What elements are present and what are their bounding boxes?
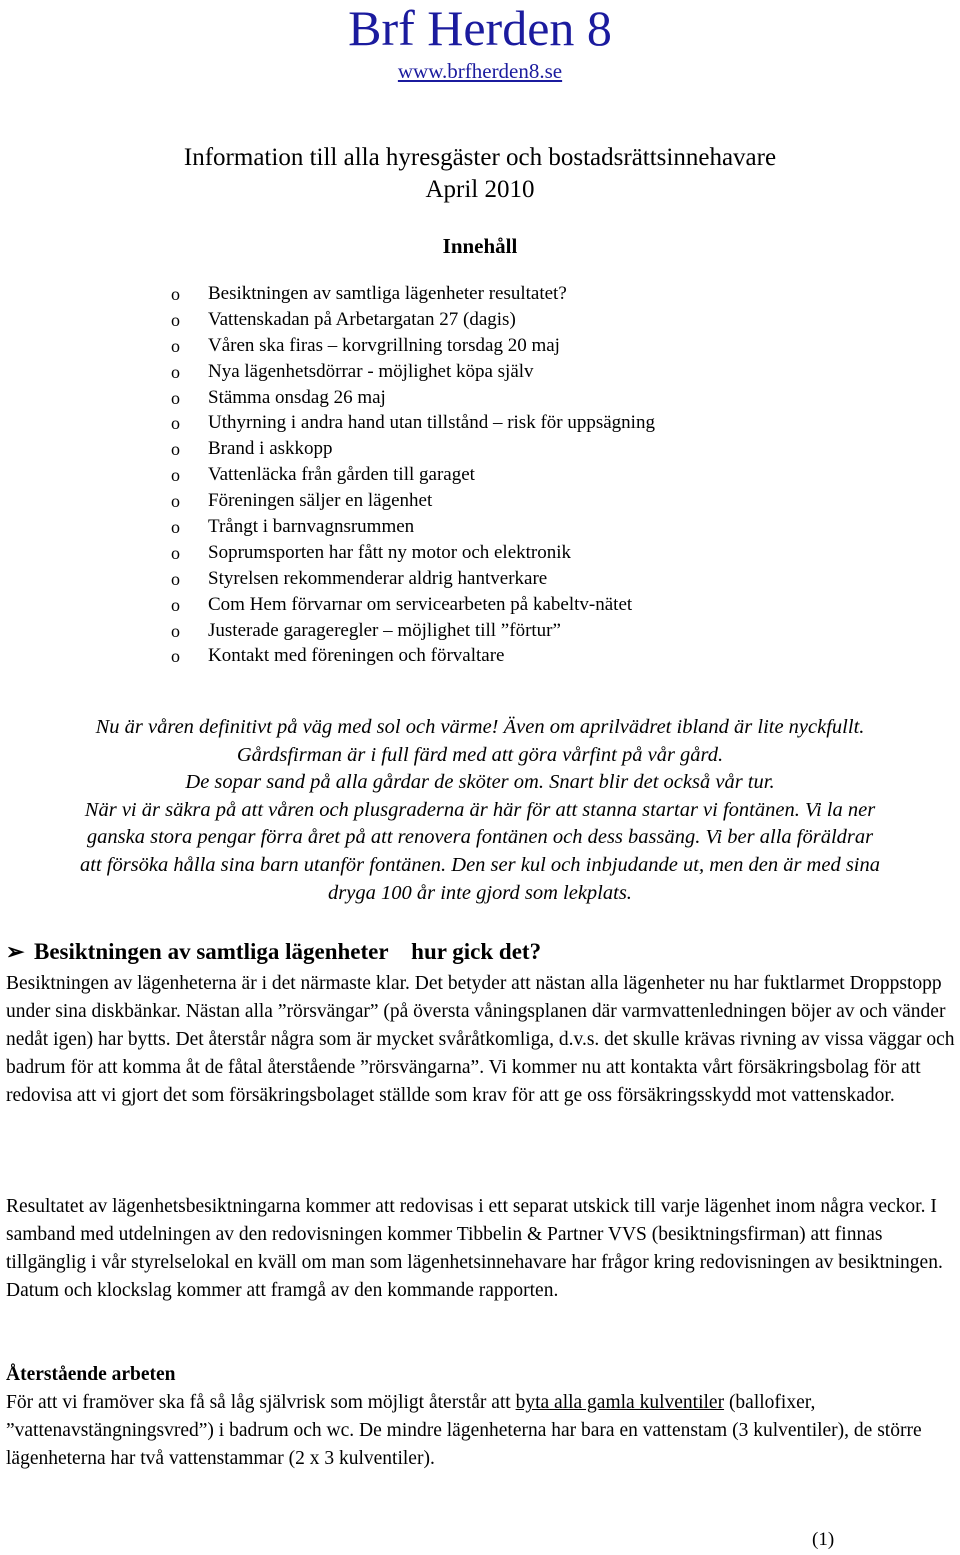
newsletter-title: Brf Herden 8: [348, 0, 612, 56]
paragraph-text: Besiktningen av lägenheterna är i det närmaste klar. Det betyder att nästan alla lägenheter nu har fuktlarmet Droppstopp under sina diskbänkar. Nästan alla ”rörsvängar” (på översta våningsplanen där varmvattenledningen böjer av och vänder nedåt igen) har bytts. Det återstår några som är mycket svåråtkomliga, d.v.s. det skulle krävas rivning av vissa väggar och badrum för att komma åt de fåtal återstående ”rörsvängarna”. Vi kommer nu att kontakta vårt försäkringsbolag för att redovisa att vi gjort det som försäkringsbolaget ställde som krav för att ge oss försäkringsskydd mot vattenskador.: [6, 973, 955, 1106]
toc-item-label: Föreningen säljer en lägenhet: [208, 490, 433, 512]
arrow-bullet-icon: ➢: [6, 939, 25, 964]
bullet-icon: o: [171, 465, 180, 486]
toc-heading: Innehåll: [442, 234, 518, 258]
underlined-phrase: byta alla gamla kulventiler: [515, 1392, 725, 1413]
paragraph-text-end: (ballofixer, ”vattenavstängningsvred”) i badrum och wc. De mindre lägenheterna har bara en vattenstam (3 kulventiler), de större lägenheterna har två vattenstammar (2 x 3 kulventiler).: [6, 1392, 922, 1469]
toc-item-label: Brand i askkopp: [208, 438, 333, 460]
toc-item-label: Soprumsporten har fått ny motor och elektronik: [208, 541, 572, 563]
toc-item-label: Uthyrning i andra hand utan tillstånd – risk för uppsägning: [208, 412, 655, 434]
bullet-icon: o: [171, 646, 180, 667]
intro-line: att försöka hålla sina barn utanför fontänen. Den ser kul och inbjudande ut, men den är med sina: [79, 853, 880, 876]
toc-item-label: Com Hem förvarnar om servicearbeten på kabeltv-nätet: [208, 593, 633, 615]
bullet-icon: o: [171, 594, 180, 615]
bullet-icon: o: [171, 361, 180, 382]
intro-line: dryga 100 år inte gjord som lekplats.: [328, 881, 632, 904]
intro-line: Gårdsfirman är i full färd med att göra vårfint på vår gård.: [236, 743, 724, 766]
bullet-icon: o: [171, 568, 180, 589]
bullet-icon: o: [171, 439, 180, 460]
paragraph-text-start: För att vi framöver ska få så låg självrisk som möjligt återstår att: [6, 1392, 516, 1413]
section-heading-text: Besiktningen av samtliga lägenheter hur gick det?: [34, 939, 542, 964]
page-number: (1): [812, 1529, 835, 1550]
bullet-icon: o: [171, 335, 180, 356]
bullet-icon: o: [171, 491, 180, 512]
inspection-paragraph-1: [6, 970, 956, 1110]
bullet-icon: o: [171, 620, 180, 641]
toc-item-label: Nya lägenhetsdörrar - möjlighet köpa själv: [208, 360, 534, 382]
section-heading-inspection: [6, 937, 541, 967]
toc-item-label: Kontakt med föreningen och förvaltare: [208, 645, 505, 667]
paragraph-text: Resultatet av lägenhetsbesiktningarna kommer att redovisas i ett separat utskick till varje lägenhet inom några veckor. I samband med utdelningen av den redovisningen kommer Tibbelin & Partner VVS (besiktningsfirman) att finnas tillgänglig i vår styrelselokal en kväll om man som lägenhetsinnehavare har frågor kring redovisningen av besiktningen. Datum och klockslag kommer att framgå av den kommande rapporten.: [6, 1196, 943, 1301]
bullet-icon: o: [171, 413, 180, 434]
bullet-icon: o: [171, 517, 180, 538]
bullet-icon: o: [171, 542, 180, 563]
toc-item-label: Vattenskadan på Arbetargatan 27 (dagis): [208, 308, 516, 330]
toc-item-label: Besiktningen av samtliga lägenheter resultatet?: [208, 283, 567, 304]
bullet-icon: o: [171, 284, 180, 304]
intro-line: När vi är säkra på att våren och plusgraderna är här för att stanna startar vi fontänen. Vi la ner: [84, 798, 876, 821]
toc-item-label: Trångt i barnvagnsrummen: [208, 516, 415, 538]
bullet-icon: o: [171, 309, 180, 330]
toc-item-label: Vattenläcka från gården till garaget: [208, 464, 475, 486]
intro-line: Nu är våren definitivt på väg med sol och värme! Även om aprilvädret ibland är lite nyckfullt.: [95, 716, 865, 738]
intro-line: ganska stora pengar förra året på att renovera fontänen och dess bassäng. Vi ber alla föräldrar: [86, 826, 874, 849]
subtitle-line: Information till alla hyresgäster och bostadsrättsinnehavare: [183, 144, 777, 171]
bullet-icon: o: [171, 387, 180, 408]
inspection-paragraph-2: [6, 1193, 956, 1305]
newsletter-subtitle: [0, 142, 960, 206]
section-heading-remaining-work: Återstående arbeten: [6, 1364, 176, 1385]
remaining-work-paragraph: [6, 1389, 956, 1473]
toc-item-label: Justerade garageregler – möjlighet till ”förtur”: [208, 619, 561, 641]
subtitle-date: April 2010: [425, 176, 535, 203]
intro-text: [0, 714, 960, 907]
toc-item-label: Våren ska firas – korvgrillning torsdag 20 maj: [208, 334, 560, 356]
paragraph-text: [6, 1389, 956, 1473]
toc-item-label: Stämma onsdag 26 maj: [208, 386, 386, 408]
website-link[interactable]: www.brfherden8.se: [397, 59, 563, 83]
intro-line: De sopar sand på alla gårdar de sköter om. Snart blir det också vår tur.: [185, 771, 775, 794]
toc-item-label: Styrelsen rekommenderar aldrig hantverkare: [208, 567, 548, 589]
